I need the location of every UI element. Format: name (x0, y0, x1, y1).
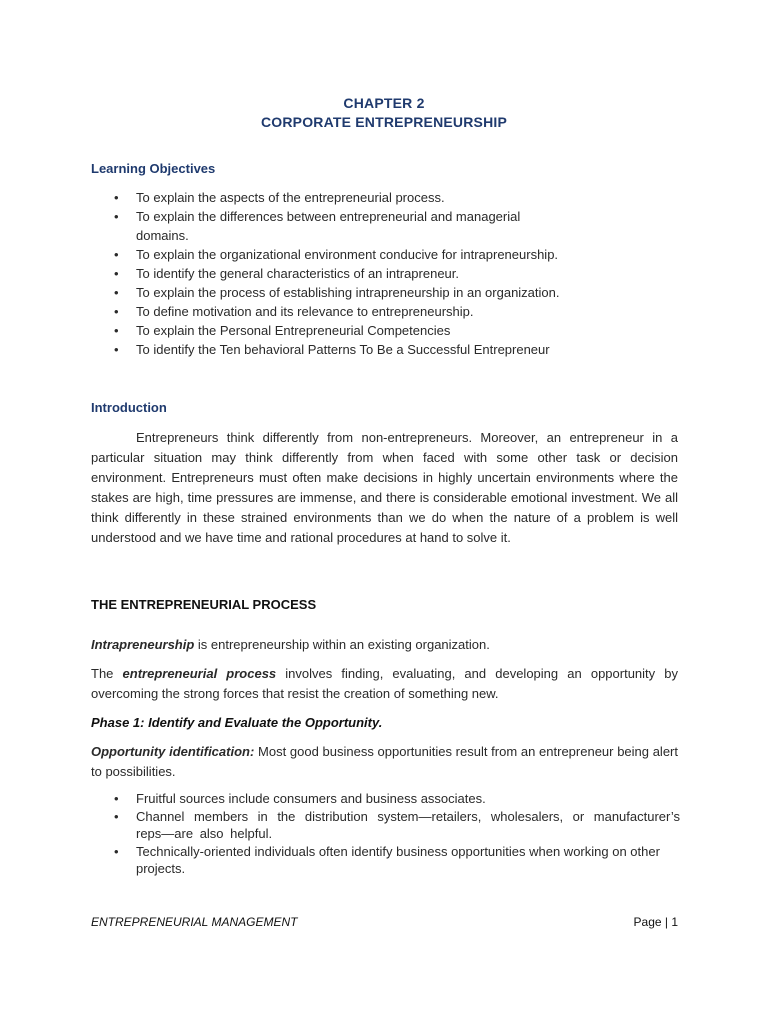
learning-objectives-heading: Learning Objectives (91, 161, 216, 176)
introduction-paragraph: Entrepreneurs think differently from non-entrepreneurs. Moreover, an entrepreneur in a particular situation may think differently from when faced with some other task or decision environment. Entrepreneurs must often make decisions in highly uncertain environments where the stakes are high, time pressures are immense, and there is considerable emotional investment. We all think differently in these strained environments than we do when the nature of a problem is well understood and we have time and rational procedures at hand to solve it. (91, 430, 678, 545)
intrapreneurship-definition (91, 635, 678, 655)
intrapreneurship-term: Intrapreneurship (91, 637, 195, 652)
process-term: entrepreneurial process (122, 666, 277, 681)
opportunity-text: Most good business opportunities result from an entrepreneur being alert to possibilities. (91, 744, 678, 779)
list-item: • Fruitful sources include consumers and business associates. (114, 790, 680, 807)
footer-page-number: Page | 1 (633, 915, 678, 929)
introduction-heading: Introduction (91, 400, 167, 415)
chapter-title: CORPORATE ENTREPRENEURSHIP (260, 114, 508, 130)
process-heading: THE ENTREPRENEURIAL PROCESS (91, 597, 317, 612)
list-item: • To define motivation and its relevance to entrepreneurship. (114, 302, 564, 321)
chapter-number: CHAPTER 2 (343, 95, 425, 111)
process-prefix: The (91, 666, 123, 681)
opportunity-term: Opportunity identification: (91, 744, 255, 759)
list-item: • To explain the differences between entrepreneurial and managerial domains. (114, 207, 564, 245)
opportunity-identification (91, 742, 678, 782)
list-item: • Technically-oriented individuals often identify business opportunities when working on other projects. (114, 843, 680, 877)
list-item: • To identify the Ten behavioral Patterns To Be a Successful Entrepreneur (114, 340, 564, 359)
learning-objectives-list (114, 188, 564, 359)
list-item: • To explain the aspects of the entrepreneurial process. (114, 188, 564, 207)
intrapreneurship-text: is entrepreneurship within an existing organization. (194, 637, 490, 652)
opportunity-sources-list (114, 790, 680, 877)
phase-1-heading: Phase 1: Identify and Evaluate the Opportunity. (91, 715, 383, 730)
list-item: • Channel members in the distribution system—retailers, wholesalers, or manufacturer’s reps—are also helpful. (114, 808, 680, 842)
list-item: • To explain the process of establishing intrapreneurship in an organization. (114, 283, 564, 302)
list-item: • To explain the organizational environment conducive for intrapreneurship. (114, 245, 564, 264)
process-definition (91, 664, 678, 704)
list-item: • To explain the Personal Entrepreneurial Competencies (114, 321, 564, 340)
process-text: involves finding, evaluating, and developing an opportunity by overcoming the strong forces that resist the creation of something new. (91, 666, 679, 701)
footer-course-name: ENTREPRENEURIAL MANAGEMENT (91, 915, 298, 929)
list-item: • To identify the general characteristics of an intrapreneur. (114, 264, 564, 283)
